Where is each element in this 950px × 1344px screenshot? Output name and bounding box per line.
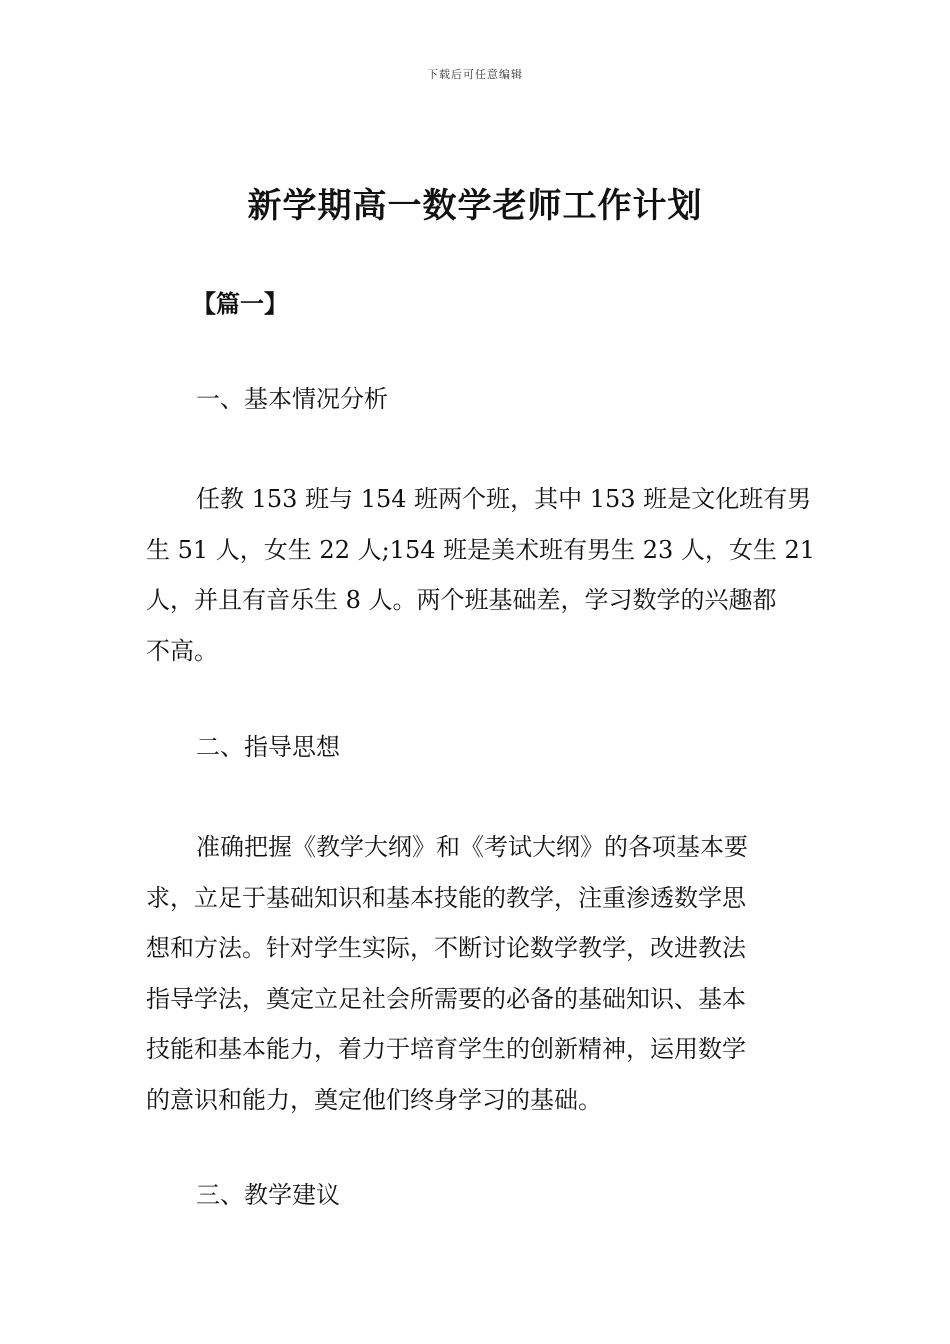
heading-teaching-suggestions: 三、教学建议 (196, 1181, 340, 1209)
paragraph-line: 准确把握《教学大纲》和《考试大纲》的各项基本要 (196, 833, 748, 861)
paragraph-line: 任教 153 班与 154 班两个班，其中 153 班是文化班有男 (196, 485, 812, 513)
paragraph-guiding-thought (146, 822, 808, 1125)
heading-guiding-thought: 二、指导思想 (196, 733, 340, 761)
header-note: 下载后可任意编辑 (427, 68, 523, 81)
paragraph-basic-situation (146, 474, 816, 676)
heading-basic-situation: 一、基本情况分析 (196, 385, 388, 413)
document-title: 新学期高一数学老师工作计划 (247, 186, 703, 226)
section-label: 【篇一】 (192, 290, 288, 318)
paragraph-line: 生 51 人，女生 22 人;154 班是美术班有男生 23 人，女生 21 (146, 535, 816, 564)
paragraph-line: 的意识和能力，奠定他们终身学习的基础。 (146, 1085, 602, 1114)
paragraph-line: 求，立足于基础知识和基本技能的教学，注重渗透数学思 (146, 883, 746, 912)
paragraph-line: 技能和基本能力，着力于培育学生的创新精神，运用数学 (146, 1035, 746, 1063)
paragraph-line: 指导学法，奠定立足社会所需要的必备的基础知识、基本 (146, 984, 746, 1013)
paragraph-line: 人，并且有音乐生 8 人。两个班基础差，学习数学的兴趣都 (146, 586, 777, 614)
paragraph-line: 不高。 (146, 636, 218, 665)
paragraph-line: 想和方法。针对学生实际，不断讨论数学教学，改进教法 (146, 934, 746, 962)
